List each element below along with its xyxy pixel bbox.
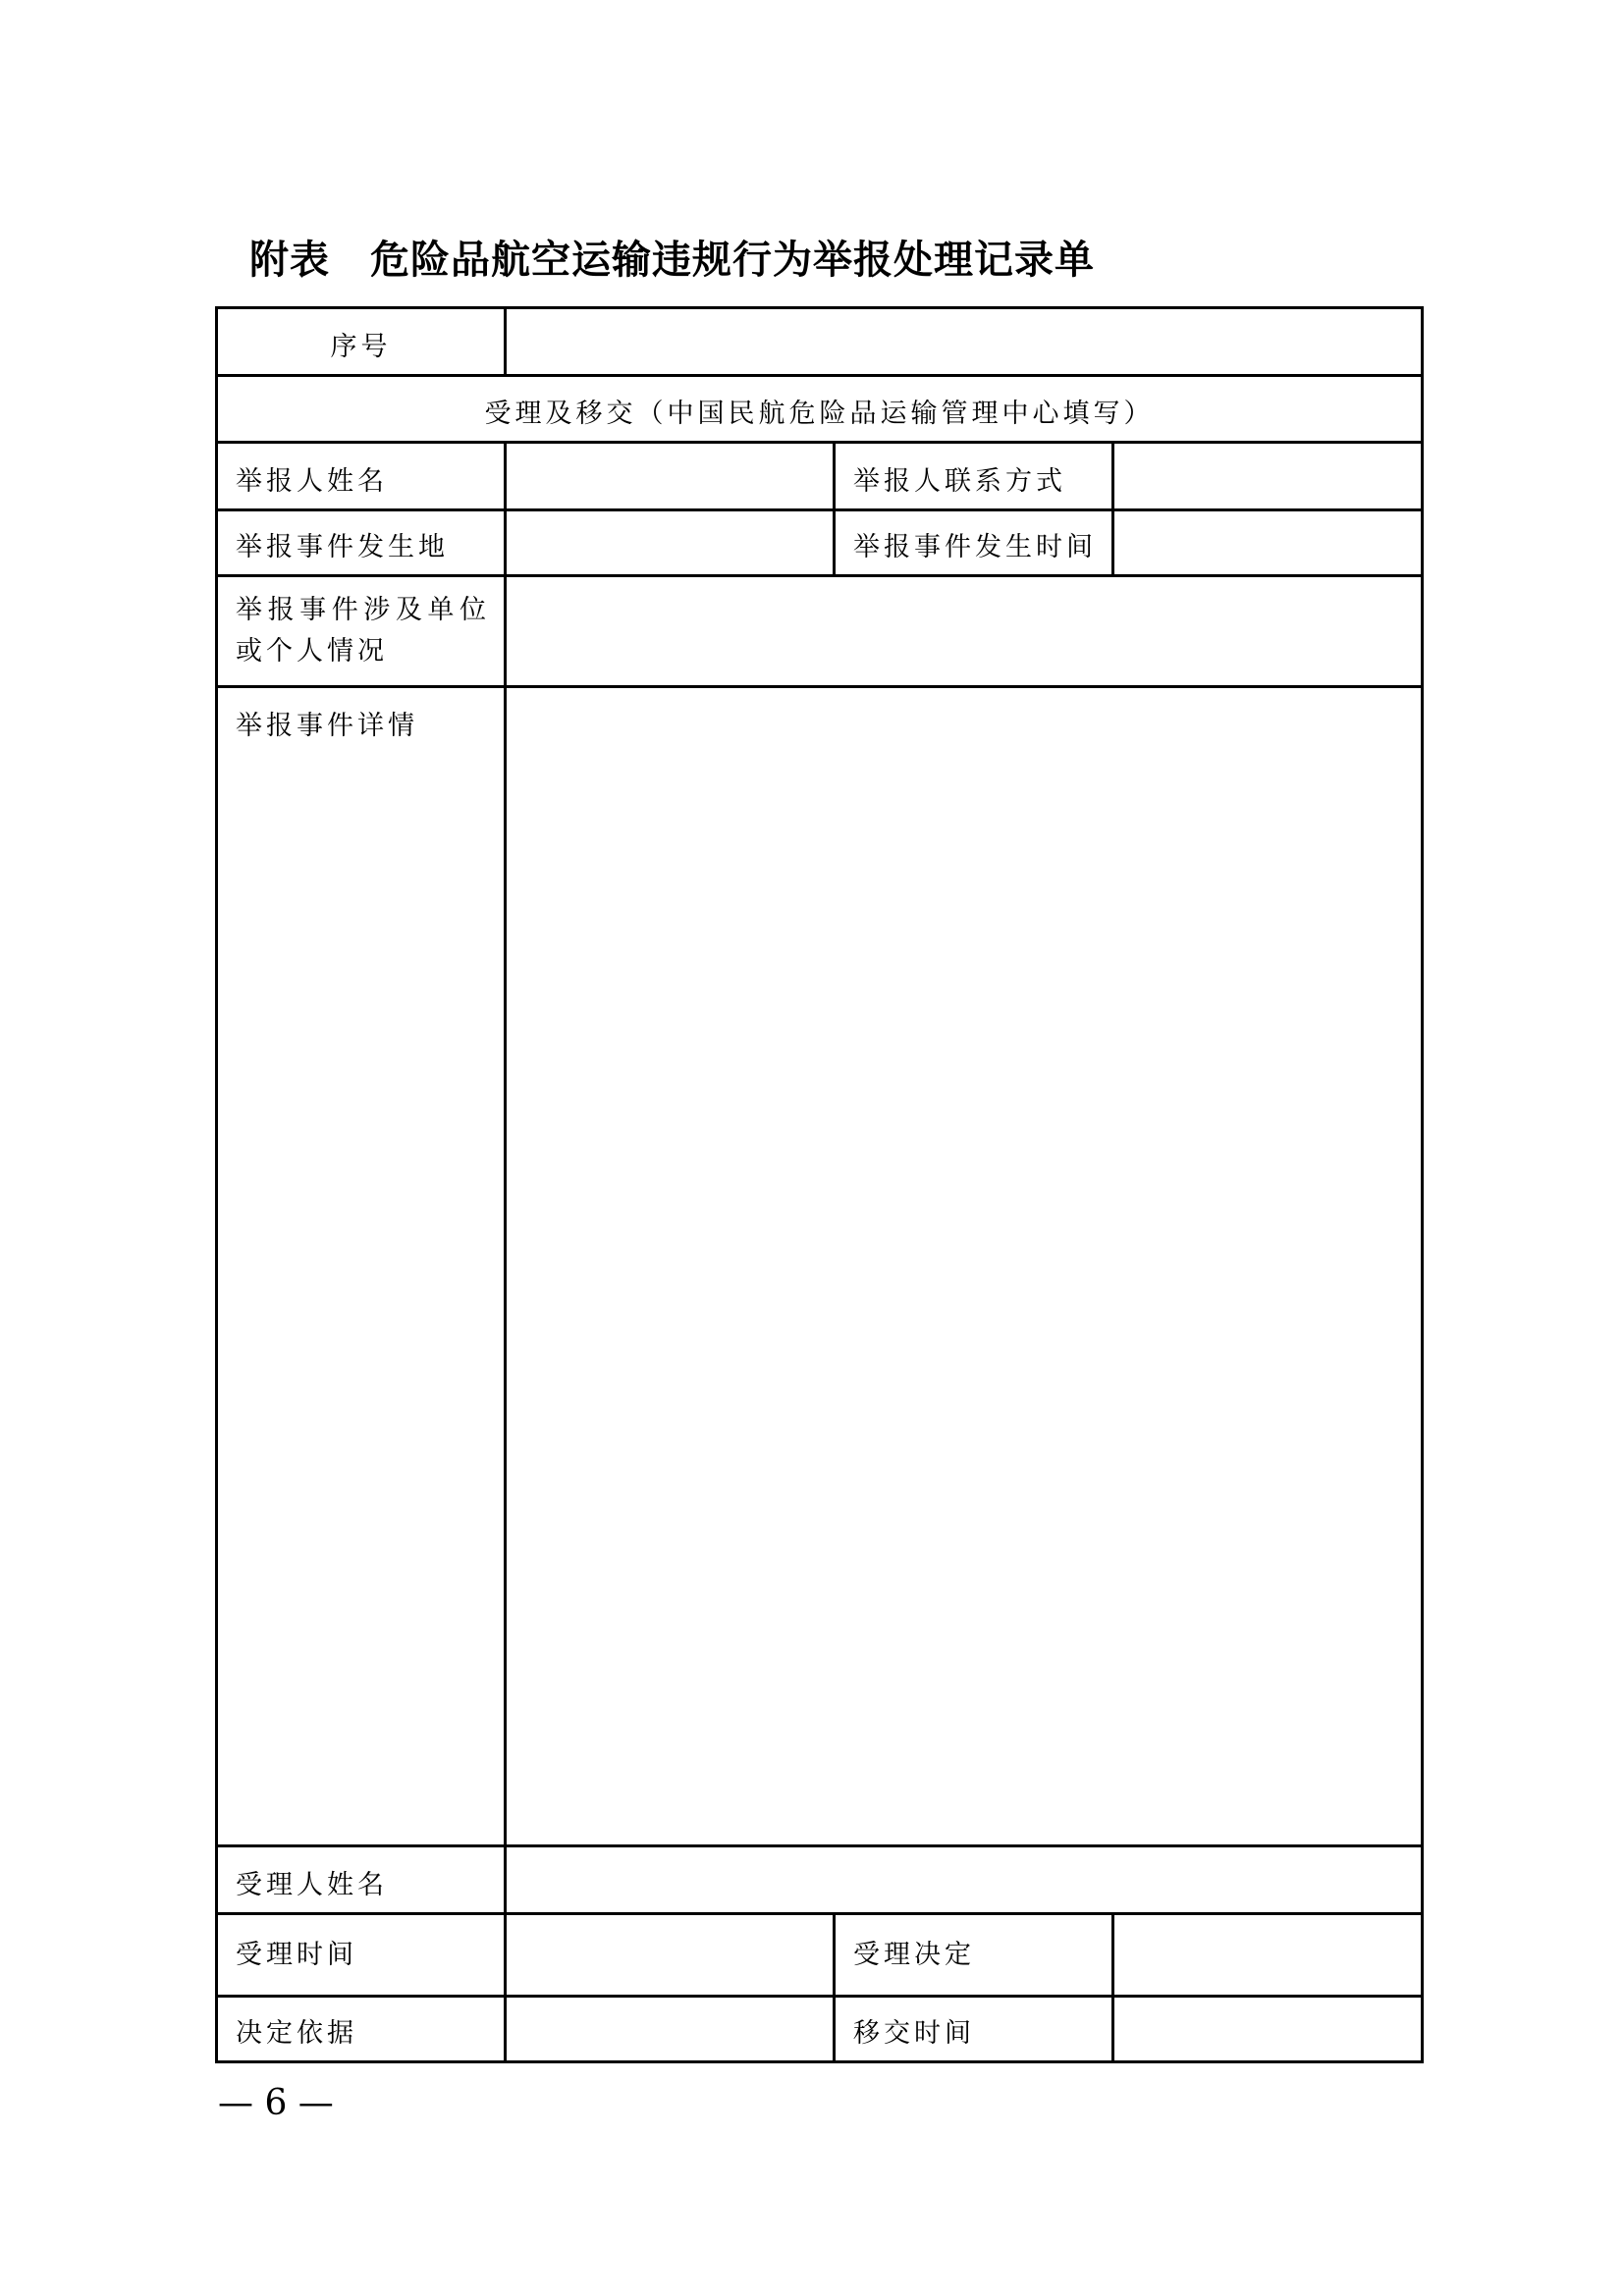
receive-time-label: 受理时间: [217, 1914, 506, 1997]
receiver-name-label: 受理人姓名: [217, 1846, 506, 1914]
event-details-label: 举报事件详情: [217, 687, 506, 1846]
decision-basis-label: 决定依据: [217, 1997, 506, 2062]
report-record-form: [215, 306, 1424, 2063]
event-location-cell[interactable]: [506, 510, 835, 576]
involved-party-label: [217, 576, 506, 687]
reporter-contact-label: 举报人联系方式: [835, 443, 1113, 510]
transfer-time-label: 移交时间: [835, 1997, 1113, 2062]
event-details-row: [217, 687, 1423, 1846]
reporter-name-cell[interactable]: [506, 443, 835, 510]
event-details-cell[interactable]: [506, 687, 1423, 1846]
serial-value-cell[interactable]: [506, 308, 1423, 376]
involved-party-cell[interactable]: [506, 576, 1423, 687]
transfer-time-cell[interactable]: [1113, 1997, 1423, 2062]
page-number: — 6 —: [218, 2083, 334, 2123]
section-header-row: [217, 376, 1423, 443]
receive-decision-cell[interactable]: [1113, 1914, 1423, 1997]
event-location-label: 举报事件发生地: [217, 510, 506, 576]
receiver-name-cell[interactable]: [506, 1846, 1423, 1914]
involved-party-label-line1: 举报事件涉及单位: [236, 595, 490, 625]
receiver-row: [217, 1846, 1423, 1914]
page-title: 附表 危险品航空运输违规行为举报处理记录单: [249, 238, 1095, 283]
decision-row: [217, 1997, 1423, 2062]
receive-decision-label: 受理决定: [835, 1914, 1113, 1997]
receive-time-cell[interactable]: [506, 1914, 835, 1997]
serial-row: [217, 308, 1423, 376]
event-time-label: 举报事件发生时间: [835, 510, 1113, 576]
decision-basis-cell[interactable]: [506, 1997, 835, 2062]
serial-label: 序号: [217, 308, 506, 376]
receive-row: [217, 1914, 1423, 1997]
involved-party-label-line2: 或个人情况: [236, 636, 388, 667]
reporter-name-label: 举报人姓名: [217, 443, 506, 510]
event-place-time-row: [217, 510, 1423, 576]
involved-party-row: [217, 576, 1423, 687]
event-time-cell[interactable]: [1113, 510, 1423, 576]
reporter-contact-cell[interactable]: [1113, 443, 1423, 510]
section-header: 受理及移交（中国民航危险品运输管理中心填写）: [217, 376, 1423, 443]
reporter-row: [217, 443, 1423, 510]
